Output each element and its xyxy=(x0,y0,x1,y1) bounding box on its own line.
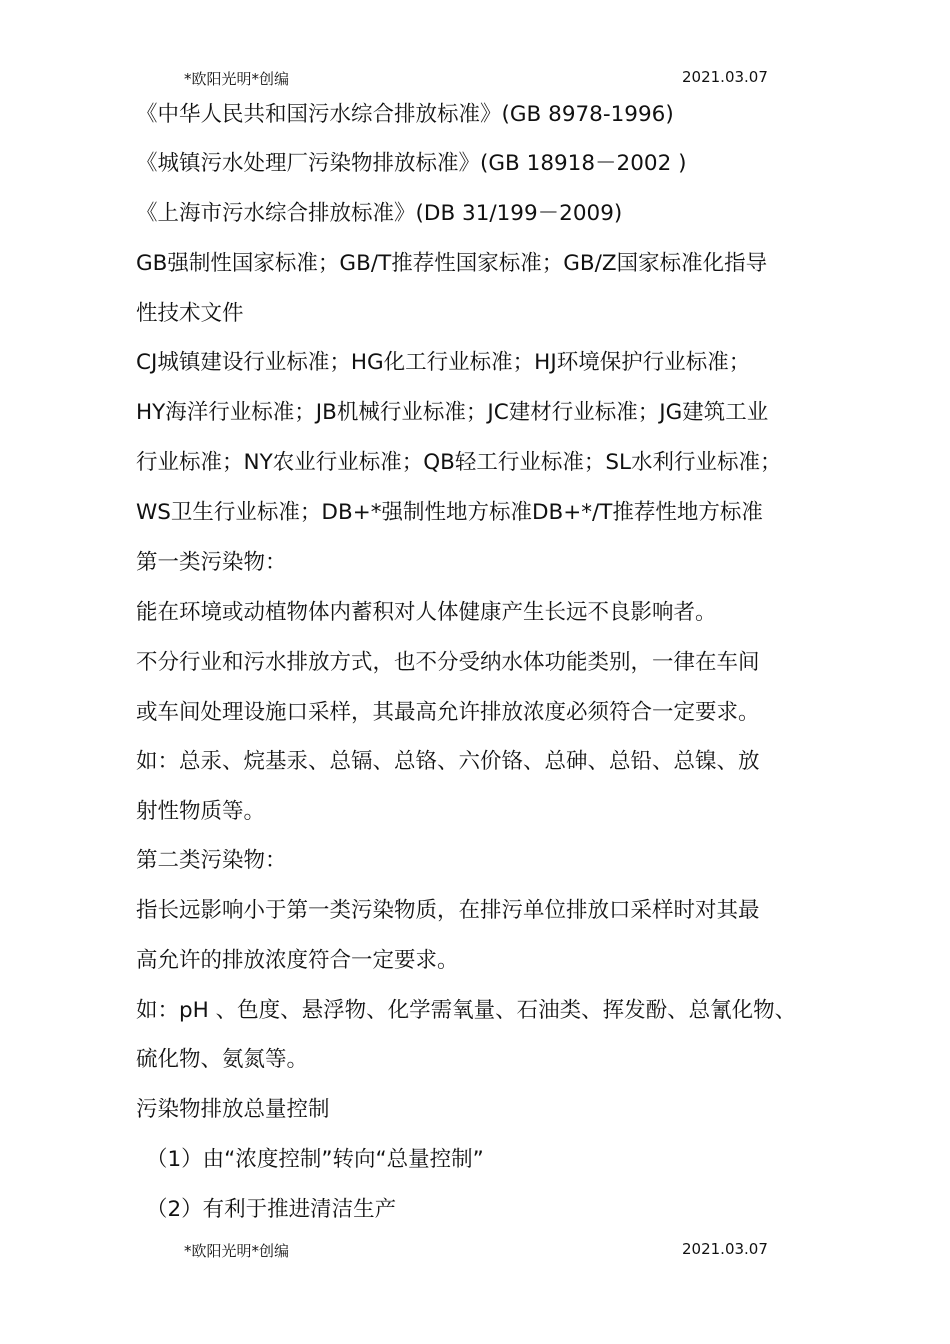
text-line: 《中华人民共和国污水综合排放标准》(GB 8978-1996) xyxy=(136,102,674,127)
header-date: 2021.03.07 xyxy=(682,68,768,86)
text-line: GB强制性国家标准；GB/T推荐性国家标准；GB/Z国家标准化指导 xyxy=(136,251,768,276)
text-line: 指长远影响小于第一类污染物质，在排污单位排放口采样时对其最 xyxy=(136,898,760,923)
text-line: 能在环境或动植物体内蓄积对人体健康产生长远不良影响者。 xyxy=(136,600,717,625)
text-line: 污染物排放总量控制 xyxy=(136,1097,330,1122)
text-line: 硫化物、氨氮等。 xyxy=(136,1047,309,1072)
text-line: WS卫生行业标准；DB+*强制性地方标准DB+*/T推荐性地方标准 xyxy=(136,500,763,525)
page-footer xyxy=(0,1240,950,1262)
text-line: 行业标准；NY农业行业标准；QB轻工行业标准；SL水利行业标准； xyxy=(136,450,782,475)
page-header xyxy=(0,68,950,90)
text-line: 《城镇污水处理厂污染物排放标准》(GB 18918－2002 ) xyxy=(136,151,687,176)
footer-date: 2021.03.07 xyxy=(682,1240,768,1258)
text-line: 第一类污染物： xyxy=(136,550,287,575)
text-line: 如：pH 、色度、悬浮物、化学需氧量、石油类、挥发酚、总氰化物、 xyxy=(136,998,797,1023)
text-line: 第二类污染物： xyxy=(136,848,287,873)
text-line: 不分行业和污水排放方式，也不分受纳水体功能类别，一律在车间 xyxy=(136,650,760,675)
footer-author: *欧阳光明*创编 xyxy=(184,1242,290,1260)
text-line: HY海洋行业标准；JB机械行业标准；JC建材行业标准；JG建筑工业 xyxy=(136,400,769,425)
text-line: 如：总汞、烷基汞、总镉、总铬、六价铬、总砷、总铅、总镍、放 xyxy=(136,749,760,774)
text-line: 性技术文件 xyxy=(136,301,244,326)
text-line: （2）有利于推进清洁生产 xyxy=(146,1197,397,1222)
text-line: 射性物质等。 xyxy=(136,799,266,824)
text-line: 《上海市污水综合排放标准》(DB 31/199－2009) xyxy=(136,201,623,226)
header-author: *欧阳光明*创编 xyxy=(184,70,290,88)
text-line: CJ城镇建设行业标准；HG化工行业标准；HJ环境保护行业标准； xyxy=(136,350,751,375)
text-line: 或车间处理设施口采样，其最高允许排放浓度必须符合一定要求。 xyxy=(136,700,760,725)
text-line: （1）由“浓度控制”转向“总量控制” xyxy=(146,1147,484,1172)
text-line: 高允许的排放浓度符合一定要求。 xyxy=(136,948,459,973)
